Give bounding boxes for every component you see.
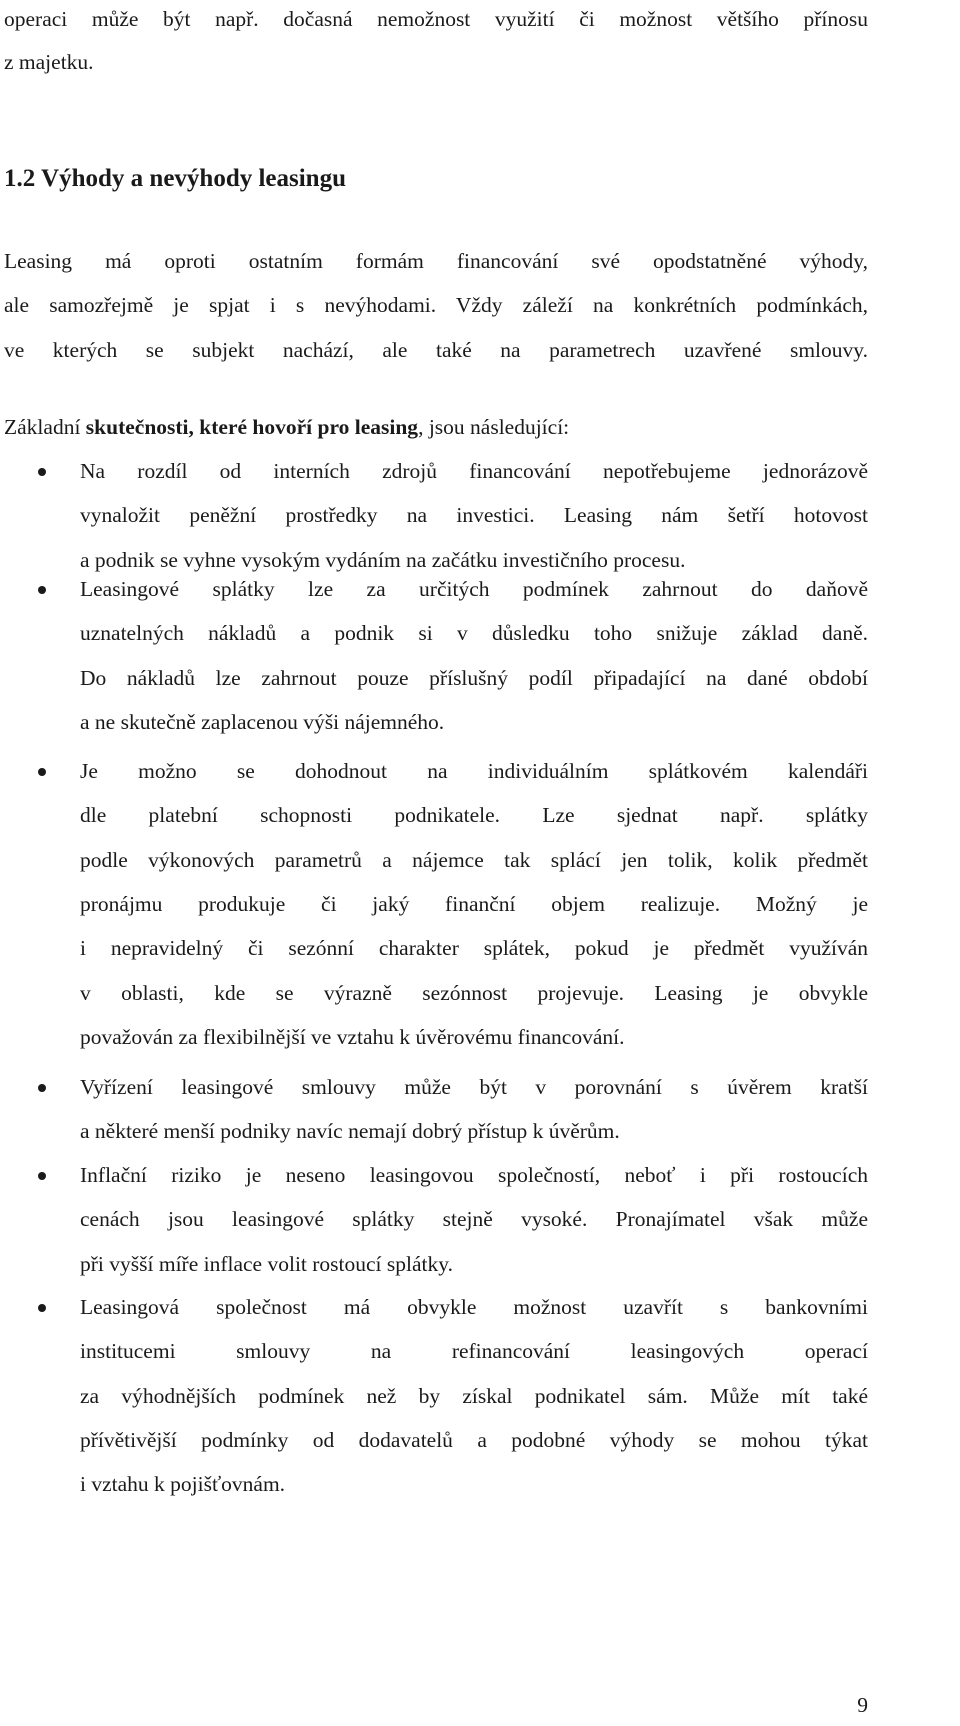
bullet-line: Inflační riziko je neseno leasingovou společností, neboť i při rostoucích [80, 1163, 868, 1187]
bullet-line: podle výkonových parametrů a nájemce tak splácí jen tolik, kolik předmět [80, 848, 868, 872]
bullet-line: považován za flexibilnější ve vztahu k úvěrovému financování. [80, 1025, 625, 1049]
bullet-line: i vztahu k pojišťovnám. [80, 1472, 286, 1496]
paragraph-line-3: ve kterých se subjekt nachází, ale také na parametrech uzavřené smlouvy. [4, 338, 868, 362]
bullet-line: přívětivější podmínky od dodavatelů a podobné výhody se mohou týkat [80, 1428, 868, 1452]
bullet-line: vynaložit peněžní prostředky na investici. Leasing nám šetří hotovost [80, 503, 868, 527]
bullet-line: za výhodnějších podmínek než by získal podnikatel sám. Může mít také [80, 1384, 868, 1408]
lead-sentence [4, 412, 569, 442]
lead-text-after: , jsou následující: [418, 415, 570, 439]
bullet-dot-icon [38, 1304, 46, 1312]
page-number: 9 [857, 1693, 868, 1717]
bullet-dot-icon [38, 468, 46, 476]
bullet-line: Je možno se dohodnout na individuálním splátkovém kalendáři [80, 759, 868, 783]
bullet-line: Leasingová společnost má obvykle možnost uzavřít s bankovními [80, 1295, 868, 1319]
bullet-dot-icon [38, 586, 46, 594]
intro-line-2: z majetku. [4, 50, 94, 74]
bullet-line: a některé menší podniky navíc nemají dobrý přístup k úvěrům. [80, 1119, 620, 1143]
bullet-dot-icon [38, 768, 46, 776]
bullet-line: dle platební schopnosti podnikatele. Lze sjednat např. splátky [80, 803, 868, 827]
intro-line-1: operaci může být např. dočasná nemožnost využití či možnost většího přínosu [4, 7, 868, 31]
paragraph-line-2: ale samozřejmě je spjat i s nevýhodami. Vždy záleží na konkrétních podmínkách, [4, 293, 868, 317]
bullet-line: při vyšší míře inflace volit rostoucí splátky. [80, 1252, 453, 1276]
bullet-line: cenách jsou leasingové splátky stejně vysoké. Pronajímatel však může [80, 1207, 868, 1231]
bullet-line: v oblasti, kde se výrazně sezónnost projevuje. Leasing je obvykle [80, 981, 868, 1005]
bullet-line: a podnik se vyhne vysokým vydáním na začátku investičního procesu. [80, 548, 686, 572]
section-heading: 1.2 Výhody a nevýhody leasingu [4, 165, 346, 192]
paragraph-line-1: Leasing má oproti ostatním formám financování své opodstatněné výhody, [4, 249, 868, 273]
lead-text-bold: skutečnosti, které hovoří pro leasing [85, 415, 419, 439]
bullet-line: a ne skutečně zaplacenou výši nájemného. [80, 710, 445, 734]
bullet-line: Vyřízení leasingové smlouvy může být v porovnání s úvěrem kratší [80, 1075, 868, 1099]
bullet-line: pronájmu produkuje či jaký finanční objem realizuje. Možný je [80, 892, 868, 916]
bullet-line: Leasingové splátky lze za určitých podmínek zahrnout do daňově [80, 577, 868, 601]
bullet-dot-icon [38, 1084, 46, 1092]
bullet-dot-icon [38, 1172, 46, 1180]
bullet-line: i nepravidelný či sezónní charakter splátek, pokud je předmět využíván [80, 936, 868, 960]
bullet-line: Do nákladů lze zahrnout pouze příslušný podíl připadající na dané období [80, 666, 868, 690]
lead-text-before: Základní [4, 415, 86, 439]
bullet-line: institucemi smlouvy na refinancování leasingových operací [80, 1339, 868, 1363]
bullet-line: uznatelných nákladů a podnik si v důsledku toho snižuje základ daně. [80, 621, 868, 645]
bullet-line: Na rozdíl od interních zdrojů financování nepotřebujeme jednorázově [80, 459, 868, 483]
